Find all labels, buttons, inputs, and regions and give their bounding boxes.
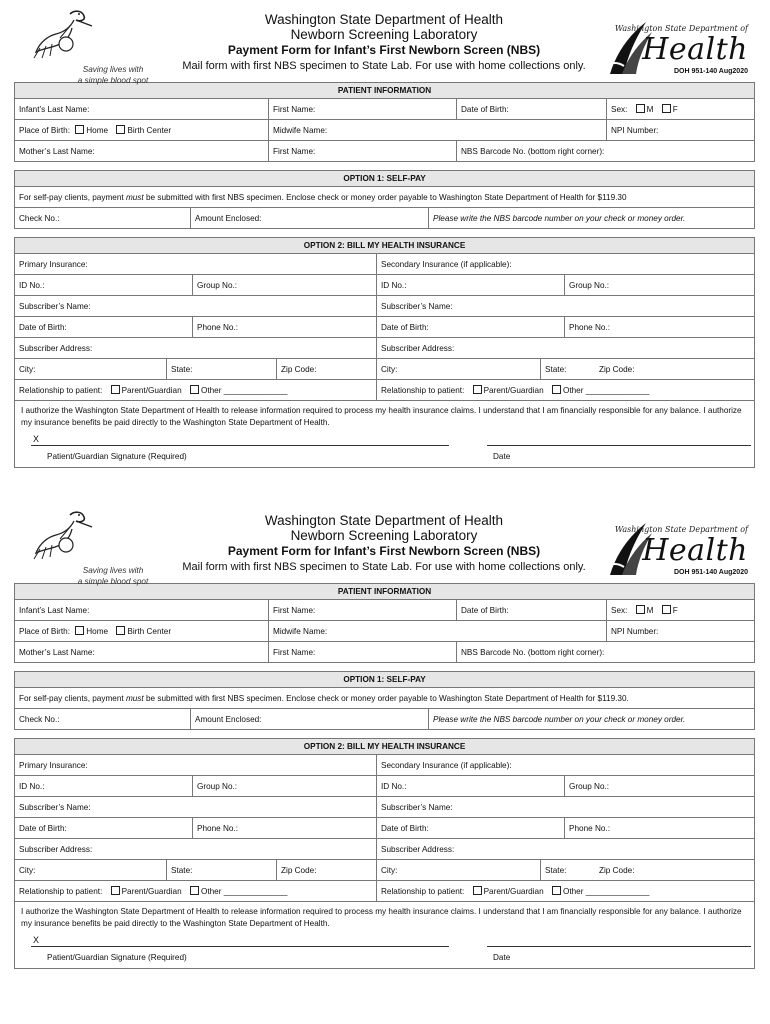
- doh-logo: [602, 18, 752, 78]
- parent-guardian-checkbox[interactable]: [473, 385, 482, 394]
- infant-dob-field[interactable]: Date of Birth:: [457, 99, 607, 120]
- sex-f-checkbox[interactable]: [662, 605, 671, 614]
- sex-label: Sex:: [611, 606, 628, 615]
- other-checkbox[interactable]: [552, 886, 561, 895]
- section-heading: PATIENT INFORMATION: [15, 83, 755, 99]
- relationship-label: Relationship to patient:: [19, 887, 103, 896]
- doh-logo: [602, 519, 752, 579]
- secondary-state-zip-field: [541, 860, 755, 881]
- sex-field: [607, 99, 755, 120]
- primary-id-field[interactable]: ID No.:: [15, 275, 193, 296]
- primary-insurance-field[interactable]: Primary Insurance:: [15, 755, 377, 776]
- tagline-line-1: Saving lives with: [82, 65, 144, 74]
- amount-enclosed-field[interactable]: Amount Enclosed:: [191, 208, 429, 229]
- stork-logo-icon: [30, 8, 96, 62]
- birth-center-label: Birth Center: [127, 627, 172, 636]
- secondary-subscriber-name-field[interactable]: Subscriber’s Name:: [377, 296, 755, 317]
- primary-address-field[interactable]: Subscriber Address:: [15, 839, 377, 860]
- secondary-id-field[interactable]: ID No.:: [377, 275, 565, 296]
- primary-city-field[interactable]: City:: [15, 860, 167, 881]
- other-checkbox[interactable]: [552, 385, 561, 394]
- primary-zip-field[interactable]: Zip Code:: [277, 359, 377, 380]
- self-pay-section: [14, 671, 755, 730]
- check-number-field[interactable]: Check No.:: [15, 208, 191, 229]
- mother-last-name-field[interactable]: Mother’s Last Name:: [15, 642, 269, 663]
- secondary-address-field[interactable]: Subscriber Address:: [377, 839, 755, 860]
- mail-instructions: Mail form with first NBS specimen to State Lab. For use with home collections only.: [182, 60, 586, 72]
- other-checkbox[interactable]: [190, 886, 199, 895]
- secondary-insurance-field[interactable]: Secondary Insurance (if applicable):: [377, 755, 755, 776]
- doh-logo-small-text: Washington State Department of: [614, 525, 748, 534]
- home-label: Home: [86, 126, 109, 135]
- date-label: Date: [493, 452, 511, 461]
- secondary-relationship-field: [377, 881, 755, 902]
- secondary-zip-label[interactable]: Zip Code:: [598, 364, 635, 374]
- npi-number-field[interactable]: NPI Number:: [607, 621, 755, 642]
- primary-subscriber-name-field[interactable]: Subscriber’s Name:: [15, 797, 377, 818]
- tagline-line-2: a simple blood spot: [77, 76, 149, 85]
- self-pay-text-a: For self-pay clients, payment: [19, 693, 126, 703]
- primary-id-field[interactable]: ID No.:: [15, 776, 193, 797]
- self-pay-text-must: must: [125, 192, 144, 202]
- secondary-group-field[interactable]: Group No.:: [565, 776, 755, 797]
- secondary-subscriber-name-field[interactable]: Subscriber’s Name:: [377, 797, 755, 818]
- parent-guardian-label: Parent/Guardian: [483, 887, 544, 896]
- sex-f-checkbox[interactable]: [662, 104, 671, 113]
- form-title: Payment Form for Infant’s First Newborn Screen (NBS): [227, 43, 541, 57]
- secondary-state-zip-field: [541, 359, 755, 380]
- primary-phone-field[interactable]: Phone No.:: [193, 818, 377, 839]
- nbs-barcode-field[interactable]: NBS Barcode No. (bottom right corner):: [457, 141, 755, 162]
- sex-m-checkbox[interactable]: [636, 605, 645, 614]
- parent-guardian-label: Parent/Guardian: [483, 386, 544, 395]
- section-heading: OPTION 1: SELF-PAY: [15, 672, 755, 688]
- self-pay-text-a: For self-pay clients, payment: [19, 192, 126, 202]
- signature-area: [21, 930, 748, 966]
- home-label: Home: [86, 627, 109, 636]
- other-label: Other ______________: [562, 887, 650, 896]
- birth-center-checkbox[interactable]: [116, 626, 125, 635]
- secondary-city-field[interactable]: City:: [377, 860, 541, 881]
- primary-subscriber-name-field[interactable]: Subscriber’s Name:: [15, 296, 377, 317]
- signature-label: Patient/Guardian Signature (Required): [47, 452, 187, 461]
- sex-f-label: F: [672, 105, 678, 114]
- payment-form-bottom: [14, 507, 754, 969]
- parent-guardian-checkbox[interactable]: [111, 385, 120, 394]
- barcode-note: Please write the NBS barcode number on your check or money order.: [429, 709, 755, 730]
- other-label: Other ______________: [562, 386, 650, 395]
- department-title: Washington State Department of Health: [264, 513, 504, 528]
- other-checkbox[interactable]: [190, 385, 199, 394]
- mail-instructions: Mail form with first NBS specimen to State Lab. For use with home collections only.: [182, 561, 586, 573]
- department-title: Washington State Department of Health: [264, 12, 504, 27]
- signature-line[interactable]: [31, 946, 449, 947]
- primary-relationship-field: [15, 380, 377, 401]
- insurance-section: [14, 237, 755, 468]
- section-heading: OPTION 2: BILL MY HEALTH INSURANCE: [15, 238, 755, 254]
- primary-zip-field[interactable]: Zip Code:: [277, 860, 377, 881]
- primary-phone-field[interactable]: Phone No.:: [193, 317, 377, 338]
- lab-title: Newborn Screening Laboratory: [290, 27, 478, 42]
- primary-group-field[interactable]: Group No.:: [193, 776, 377, 797]
- home-checkbox[interactable]: [75, 125, 84, 134]
- birth-center-label: Birth Center: [127, 126, 172, 135]
- doh-logo-health-text: Health: [642, 32, 748, 67]
- sex-label: Sex:: [611, 105, 628, 114]
- date-line[interactable]: [487, 445, 751, 446]
- tagline-line-2: a simple blood spot: [77, 577, 149, 586]
- self-pay-text-b: be submitted with first NBS specimen. Enclose check or money order payable to Washington State Department of Health for $119.30.: [143, 693, 629, 703]
- barcode-note: Please write the NBS barcode number on your check or money order.: [429, 208, 755, 229]
- primary-insurance-field[interactable]: Primary Insurance:: [15, 254, 377, 275]
- sex-m-checkbox[interactable]: [636, 104, 645, 113]
- section-heading: OPTION 1: SELF-PAY: [15, 171, 755, 187]
- doh-logo-small-text: Washington State Department of: [614, 24, 748, 33]
- signature-x: X: [33, 434, 40, 444]
- relationship-label: Relationship to patient:: [381, 386, 465, 395]
- primary-address-field[interactable]: Subscriber Address:: [15, 338, 377, 359]
- authorization-block: [15, 902, 755, 969]
- primary-state-field[interactable]: State:: [167, 359, 277, 380]
- authorization-text: I authorize the Washington State Department of Health to release information required to process my health insurance claims. I understand that I am financially responsible for any balance. I authorize my insurance benefits be paid directly to the Washington State Department of Health.: [21, 406, 742, 427]
- secondary-address-field[interactable]: Subscriber Address:: [377, 338, 755, 359]
- sex-field: [607, 600, 755, 621]
- secondary-dob-field[interactable]: Date of Birth:: [377, 317, 565, 338]
- other-label: Other ______________: [200, 887, 288, 896]
- form-header: [14, 6, 754, 85]
- birth-center-checkbox[interactable]: [116, 125, 125, 134]
- sex-m-label: M: [646, 606, 654, 615]
- secondary-dob-field[interactable]: Date of Birth:: [377, 818, 565, 839]
- sex-f-label: F: [672, 606, 678, 615]
- signature-area: [21, 429, 748, 465]
- mother-last-name-field[interactable]: Mother’s Last Name:: [15, 141, 269, 162]
- primary-relationship-field: [15, 881, 377, 902]
- self-pay-text-must: must: [125, 693, 144, 703]
- mother-first-name-field[interactable]: First Name:: [269, 141, 457, 162]
- infant-first-name-field[interactable]: First Name:: [269, 99, 457, 120]
- secondary-city-field[interactable]: City:: [377, 359, 541, 380]
- date-label: Date: [493, 953, 511, 962]
- secondary-phone-field[interactable]: Phone No.:: [565, 818, 755, 839]
- check-number-field[interactable]: Check No.:: [15, 709, 191, 730]
- secondary-relationship-field: [377, 380, 755, 401]
- payment-form-top: [14, 6, 754, 468]
- primary-state-field[interactable]: State:: [167, 860, 277, 881]
- signature-x: X: [33, 935, 40, 945]
- infant-first-name-field[interactable]: First Name:: [269, 600, 457, 621]
- date-line[interactable]: [487, 946, 751, 947]
- secondary-id-field[interactable]: ID No.:: [377, 776, 565, 797]
- patient-information-section: [14, 82, 755, 162]
- sex-m-label: M: [646, 105, 654, 114]
- authorization-text: I authorize the Washington State Department of Health to release information required to process my health insurance claims. I understand that I am financially responsible for any balance. I authorize my insurance benefits be paid directly to the Washington State Department of Health.: [21, 907, 742, 928]
- midwife-name-field[interactable]: Midwife Name:: [269, 120, 607, 141]
- stork-logo-icon: [30, 509, 96, 563]
- home-checkbox[interactable]: [75, 626, 84, 635]
- signature-line[interactable]: [31, 445, 449, 446]
- form-code: DOH 951-140 Aug2020: [673, 569, 748, 576]
- self-pay-section: [14, 170, 755, 229]
- authorization-block: [15, 401, 755, 468]
- self-pay-instructions: [15, 187, 755, 208]
- other-label: Other ______________: [200, 386, 288, 395]
- secondary-zip-label[interactable]: Zip Code:: [598, 865, 635, 875]
- place-of-birth-field: [15, 621, 269, 642]
- self-pay-text-b: be submitted with first NBS specimen. Enclose check or money order payable to Washington State Department of Health for $119.30: [143, 192, 627, 202]
- section-heading: OPTION 2: BILL MY HEALTH INSURANCE: [15, 739, 755, 755]
- form-header: [14, 507, 754, 586]
- self-pay-instructions: [15, 688, 755, 709]
- secondary-insurance-field[interactable]: Secondary Insurance (if applicable):: [377, 254, 755, 275]
- place-of-birth-label: Place of Birth:: [19, 126, 70, 135]
- form-code: DOH 951-140 Aug2020: [673, 68, 748, 75]
- patient-information-section: [14, 583, 755, 663]
- infant-last-name-field[interactable]: Infant’s Last Name:: [15, 99, 269, 120]
- doh-logo-health-text: Health: [642, 533, 748, 568]
- form-title: Payment Form for Infant’s First Newborn Screen (NBS): [227, 544, 541, 558]
- parent-guardian-checkbox[interactable]: [473, 886, 482, 895]
- section-heading: PATIENT INFORMATION: [15, 584, 755, 600]
- signature-label: Patient/Guardian Signature (Required): [47, 953, 187, 962]
- midwife-name-field[interactable]: Midwife Name:: [269, 621, 607, 642]
- secondary-state-label[interactable]: State:: [545, 865, 567, 875]
- nbs-barcode-field[interactable]: NBS Barcode No. (bottom right corner):: [457, 642, 755, 663]
- lab-title: Newborn Screening Laboratory: [290, 528, 478, 543]
- npi-number-field[interactable]: NPI Number:: [607, 120, 755, 141]
- secondary-group-field[interactable]: Group No.:: [565, 275, 755, 296]
- infant-dob-field[interactable]: Date of Birth:: [457, 600, 607, 621]
- relationship-label: Relationship to patient:: [19, 386, 103, 395]
- parent-guardian-label: Parent/Guardian: [121, 386, 182, 395]
- secondary-phone-field[interactable]: Phone No.:: [565, 317, 755, 338]
- primary-group-field[interactable]: Group No.:: [193, 275, 377, 296]
- mother-first-name-field[interactable]: First Name:: [269, 642, 457, 663]
- relationship-label: Relationship to patient:: [381, 887, 465, 896]
- parent-guardian-checkbox[interactable]: [111, 886, 120, 895]
- infant-last-name-field[interactable]: Infant’s Last Name:: [15, 600, 269, 621]
- form-titles: [134, 513, 634, 575]
- secondary-state-label[interactable]: State:: [545, 364, 567, 374]
- primary-city-field[interactable]: City:: [15, 359, 167, 380]
- tagline-line-1: Saving lives with: [82, 566, 144, 575]
- form-titles: [134, 12, 634, 74]
- primary-dob-field[interactable]: Date of Birth:: [15, 317, 193, 338]
- primary-dob-field[interactable]: Date of Birth:: [15, 818, 193, 839]
- place-of-birth-field: [15, 120, 269, 141]
- place-of-birth-label: Place of Birth:: [19, 627, 70, 636]
- amount-enclosed-field[interactable]: Amount Enclosed:: [191, 709, 429, 730]
- insurance-section: [14, 738, 755, 969]
- parent-guardian-label: Parent/Guardian: [121, 887, 182, 896]
